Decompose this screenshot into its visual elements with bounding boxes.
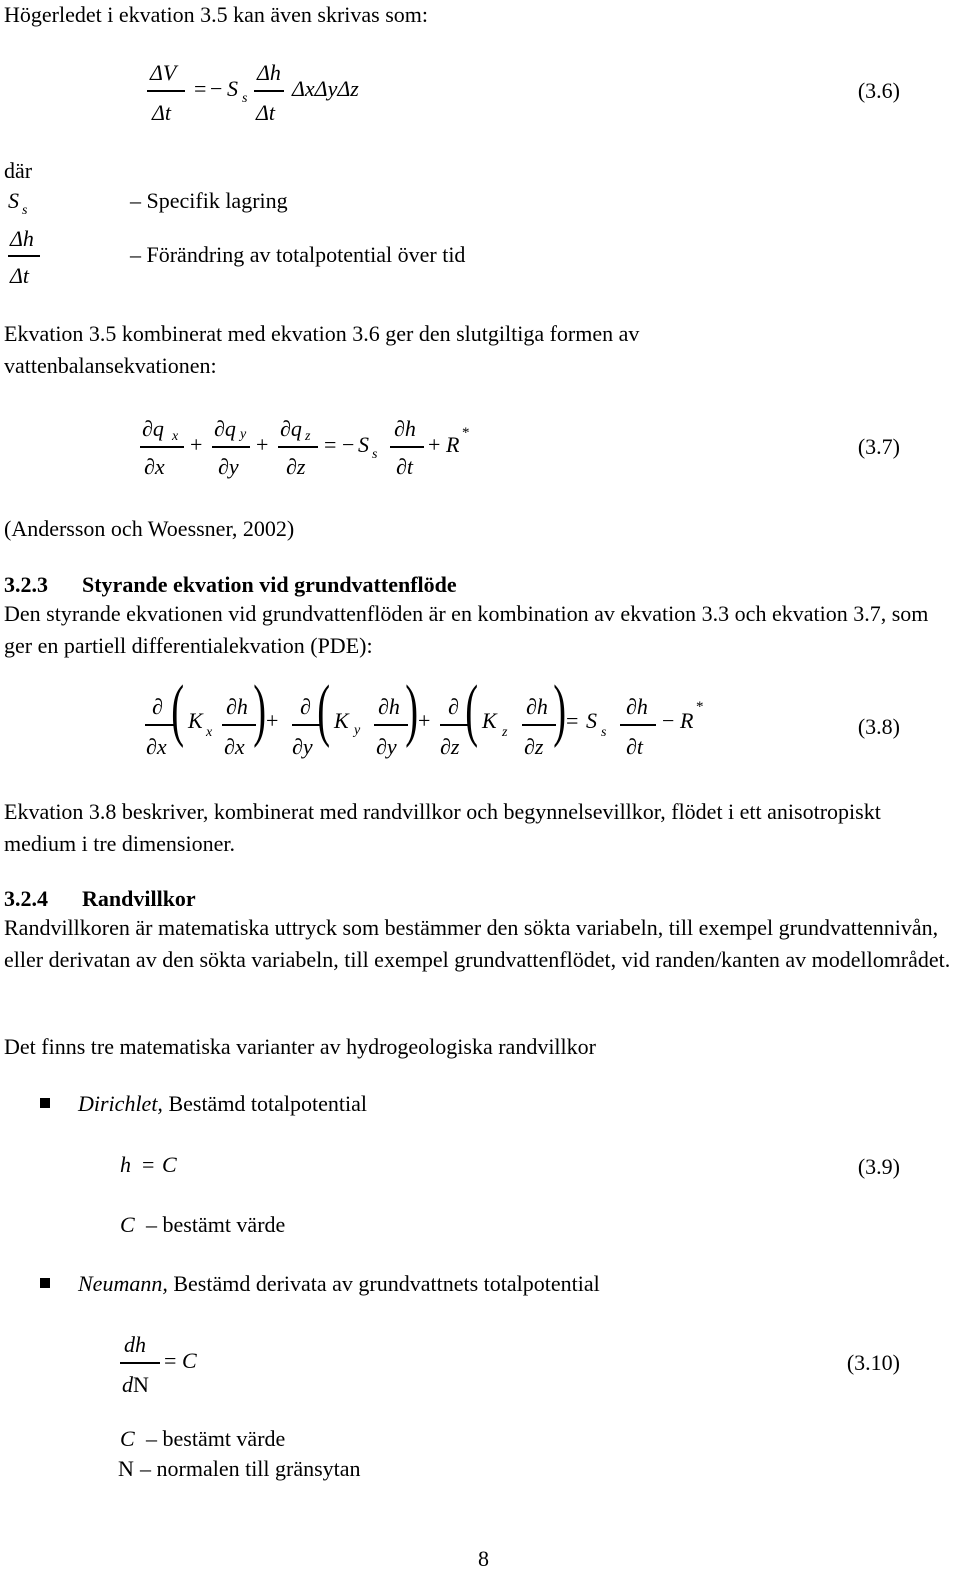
section-3-2-3-body: Den styrande ekvationen vid grundvattenflöden är en kombination av ekvation 3.3 och ekvation 3.7, som ger en partiell differentialekvation (PDE):	[4, 601, 929, 658]
eq37-plus-1: +	[190, 432, 203, 457]
bullet-2-name: Neumann,	[78, 1271, 168, 1296]
eq38-dh-rhs: ∂h	[626, 694, 648, 719]
eq38-dx-1: ∂x	[146, 734, 167, 759]
eq310-def-2-text: – normalen till gränsytan	[140, 1456, 361, 1481]
eq37-t2-den: ∂y	[218, 454, 239, 479]
eq38-d-2: ∂	[300, 694, 311, 719]
section-3-2-3-heading	[4, 574, 457, 596]
eq36-number: (3.6)	[857, 78, 900, 103]
eq37-rhs-den: ∂t	[396, 454, 413, 479]
eq37-equals: =	[324, 432, 337, 457]
bullet-1-desc: Bestämd totalpotential	[168, 1091, 368, 1116]
eq38-Kx: K	[188, 708, 203, 733]
eq37-number: (3.7)	[857, 434, 900, 459]
eq38-dy-2: ∂y	[376, 734, 397, 759]
eq310-def-1-text: – bestämt värde	[146, 1426, 286, 1451]
eq310-num: dh	[124, 1332, 146, 1357]
eq38-plus-2: +	[418, 708, 431, 733]
combined-paragraph: Ekvation 3.5 kombinerat med ekvation 3.6 ger den slutgiltiga formen av vattenbalansekvationen:	[4, 321, 640, 378]
bullet-1	[78, 1093, 367, 1115]
eq38-Ky-sub: y	[354, 723, 361, 738]
eq39-def-text: – bestämt värde	[146, 1212, 286, 1237]
eq38-d-1: ∂	[152, 694, 163, 719]
eq38-dh-2: ∂h	[378, 694, 400, 719]
def-dh-numerator: Δh	[10, 226, 34, 251]
section-3-2-3-title: Styrande ekvation vid grundvattenflöde	[82, 572, 457, 597]
eq38-plus-1: +	[266, 708, 279, 733]
eq38-dy-1: ∂y	[292, 734, 313, 759]
bullet-2-desc: Bestämd derivata av grundvattnets totalpotential	[173, 1271, 600, 1296]
def-Ss-symbol: S	[8, 188, 19, 213]
page-number: 8	[478, 1546, 489, 1571]
eq38-Kz: K	[482, 708, 497, 733]
eq36-equals: =	[194, 76, 207, 101]
eq310-rhs: C	[182, 1348, 197, 1373]
where-label: där	[4, 158, 33, 183]
eq38-S: S	[586, 708, 597, 733]
eq37-rhs-num: ∂h	[394, 416, 416, 441]
eq38-R-sup: *	[696, 699, 704, 715]
eq37-t3-num: ∂q	[280, 416, 302, 441]
eq38-equals: =	[566, 708, 579, 733]
eq38-S-sub: s	[601, 725, 607, 740]
eq36-minus: −	[210, 76, 223, 101]
bullet-1-name: Dirichlet,	[78, 1091, 163, 1116]
eq310-den-N: N	[133, 1372, 149, 1397]
eq38-dh-3: ∂h	[526, 694, 548, 719]
eq37-R-sup: *	[462, 425, 470, 441]
eq38-d-3: ∂	[448, 694, 459, 719]
eq38-dz-1: ∂z	[440, 734, 460, 759]
citation: (Andersson och Woessner, 2002)	[4, 516, 295, 541]
eq36-lhs-numerator: ΔV	[150, 60, 177, 85]
eq38-Kz-sub: z	[502, 725, 508, 740]
eq310-den	[122, 1374, 149, 1396]
eq39-equals: =	[142, 1152, 155, 1177]
bullet-square-1	[40, 1098, 50, 1108]
eq38-Kx-sub: x	[206, 725, 213, 740]
def-dt-denominator: Δt	[10, 263, 30, 288]
eq38-dh-1: ∂h	[226, 694, 248, 719]
eq37-S-sub: s	[372, 447, 378, 462]
section-3-2-3-number: 3.2.3	[4, 572, 48, 597]
eq36-lhs-denominator: Δt	[152, 100, 172, 125]
eq38-Ky: K	[334, 708, 349, 733]
eq37-t2-num: ∂q	[214, 416, 236, 441]
eq37-t2-sub: y	[240, 427, 247, 442]
eq37-t1-den: ∂x	[144, 454, 165, 479]
eq38-dz-2: ∂z	[524, 734, 544, 759]
eq310-def-1-symbol: C	[120, 1426, 135, 1451]
eq39-rhs: C	[162, 1152, 177, 1177]
section-3-2-4-title: Randvillkor	[82, 886, 196, 911]
eq310-den-d: d	[122, 1372, 133, 1397]
eq37-minus: −	[342, 432, 355, 457]
eq310-def-2-symbol: N	[118, 1456, 134, 1481]
eq38-dx-2: ∂x	[224, 734, 245, 759]
section-3-2-4-body: Randvillkoren är matematiska uttryck som bestämmer den sökta variabeln, till exempel grundvattennivån, eller derivatan av den sökta variabeln, till exempel grundvattenflödet, vid randen/kanten av modellområdet.	[4, 915, 951, 972]
eq39-def-symbol: C	[120, 1212, 135, 1237]
eq38-number: (3.8)	[857, 714, 900, 739]
def-Ss-text: – Specifik lagring	[130, 188, 288, 213]
eq37-t3-sub: z	[305, 429, 311, 444]
eq36-S-sub: s	[242, 91, 248, 106]
def-dh-dt-text: – Förändring av totalpotential över tid	[130, 242, 466, 267]
eq36-S: S	[227, 76, 238, 101]
three-types-line: Det finns tre matematiska varianter av hydrogeologiska randvillkor	[4, 1034, 596, 1059]
eq37-plus-2: +	[256, 432, 269, 457]
eq38-R: R	[680, 708, 694, 733]
eq39-lhs: h	[120, 1152, 131, 1177]
eq38-minus: −	[662, 708, 675, 733]
eq37-t1-num: ∂q	[142, 416, 164, 441]
eq38-paragraph: Ekvation 3.8 beskriver, kombinerat med randvillkor och begynnelsevillkor, flödet i ett anisotropiskt medium i tre dimensioner.	[4, 799, 881, 856]
eq36-tail: ΔxΔyΔz	[292, 76, 359, 101]
bullet-square-2	[40, 1278, 50, 1288]
eq37-R: R	[446, 432, 460, 457]
def-Ss-sub: s	[22, 203, 28, 218]
eq37-t3-den: ∂z	[286, 454, 306, 479]
eq37-t1-sub: x	[172, 429, 179, 444]
eq36-rhs-numerator: Δh	[257, 60, 281, 85]
eq38-dt: ∂t	[626, 734, 643, 759]
eq37-S: S	[358, 432, 369, 457]
eq310-equals: =	[164, 1348, 177, 1373]
eq36-rhs-denominator: Δt	[256, 100, 276, 125]
eq37-plus-3: +	[428, 432, 441, 457]
eq310-number: (3.10)	[846, 1350, 900, 1375]
section-3-2-4-number: 3.2.4	[4, 886, 48, 911]
intro-line: Högerledet i ekvation 3.5 kan även skrivas som:	[4, 2, 429, 27]
bullet-2	[78, 1273, 600, 1295]
eq39-number: (3.9)	[857, 1154, 900, 1179]
section-3-2-4-heading	[4, 888, 196, 910]
